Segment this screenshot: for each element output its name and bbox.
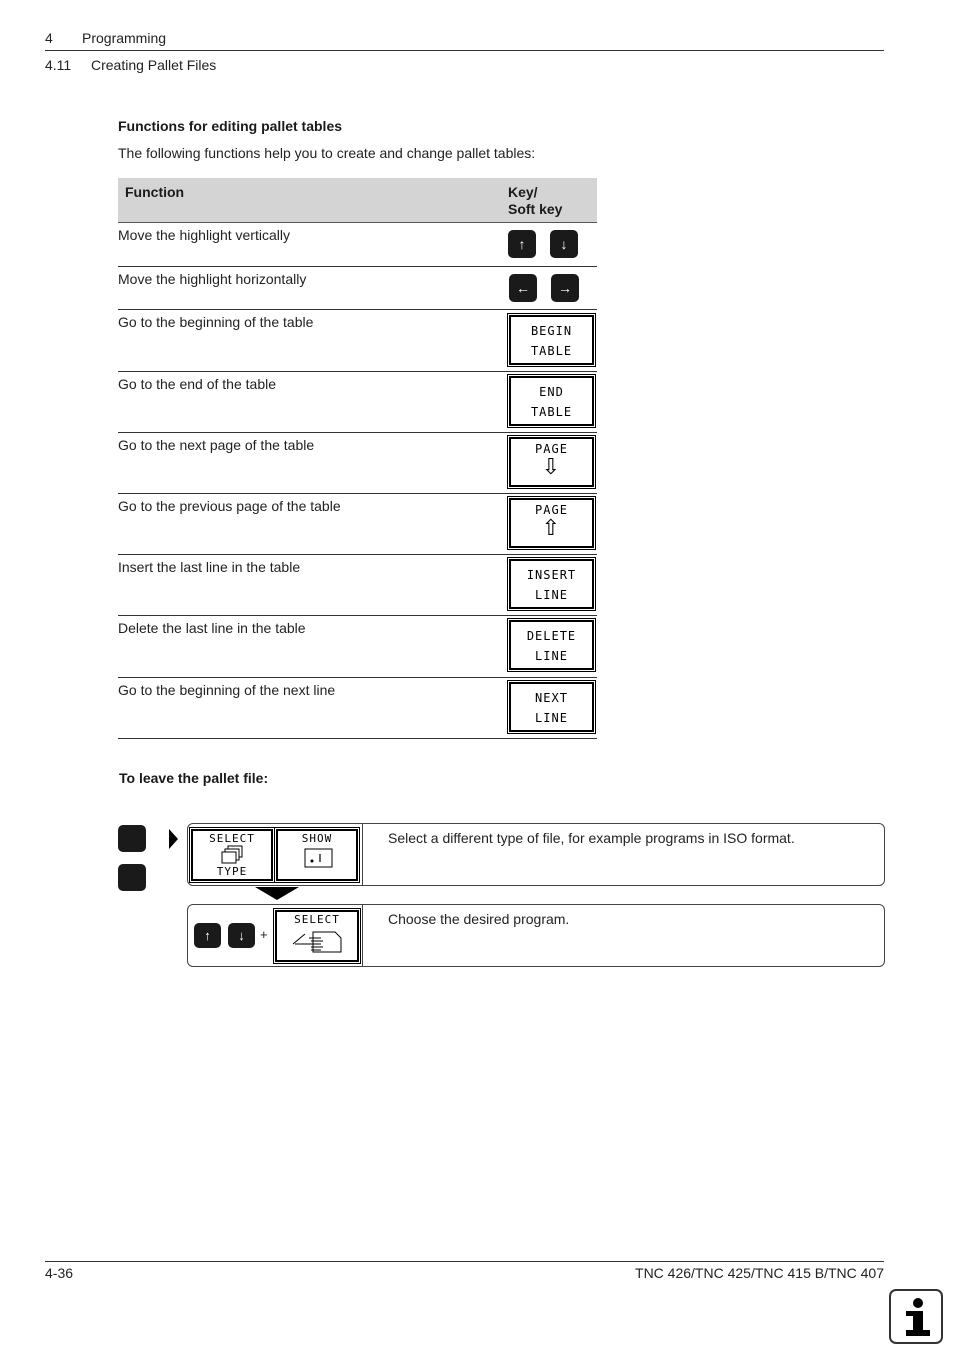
softkey-label-line1: PAGE [535, 442, 568, 456]
box-divider [362, 905, 363, 966]
step1-description: Select a different type of file, for example programs in ISO format. [388, 830, 795, 846]
step-select-type [187, 823, 885, 886]
softkey-label-line1: DELETE [526, 629, 577, 643]
file-show-icon [303, 847, 335, 869]
arrow-right-icon: → [551, 274, 579, 302]
page-up-arrow-icon: ⇧ [541, 516, 562, 541]
mode-key-icon [118, 864, 146, 891]
function-text: Go to the next page of the table [118, 437, 315, 453]
table-row [118, 433, 597, 494]
plus-sign: + [260, 927, 268, 942]
softkey-label-line1: NEXT [535, 691, 568, 705]
softkey-label-line2: LINE [535, 711, 568, 725]
table-row [118, 267, 597, 310]
arrow-down-icon: ↓ [228, 923, 255, 948]
softkey-label-line1: BEGIN [530, 324, 573, 338]
info-icon [889, 1289, 943, 1344]
section-heading: Functions for editing pallet tables [118, 118, 343, 134]
section-number: 4.11 [45, 57, 72, 73]
table-row [118, 372, 597, 433]
step-choose-program [187, 904, 885, 967]
arrow-up-icon: ↑ [194, 923, 221, 948]
softkey-label-line1: END [539, 385, 564, 399]
softkey-label-line1: SELECT [209, 832, 255, 845]
softkey-label-line2: TABLE [530, 405, 573, 419]
end-table-softkey[interactable] [509, 376, 594, 426]
function-text: Go to the end of the table [118, 376, 277, 392]
function-text: Delete the last line in the table [118, 620, 306, 636]
footer-rule [45, 1261, 884, 1262]
table-row [118, 310, 597, 372]
function-text: Go to the beginning of the next line [118, 682, 336, 698]
leave-heading: To leave the pallet file: [119, 770, 269, 786]
softkey-label-line2: LINE [535, 649, 568, 663]
header-rule [45, 50, 884, 51]
col-key-header-line1: Key/ [508, 184, 538, 200]
delete-line-softkey[interactable] [509, 620, 594, 670]
chapter-number: 4 [45, 30, 53, 46]
select-softkey[interactable] [275, 910, 359, 962]
intro-text: The following functions help you to create and change pallet tables: [118, 145, 536, 161]
softkey-label-line1: INSERT [526, 568, 577, 582]
softkey-label: SHOW [301, 832, 333, 845]
hand-pointer-file-icon [291, 928, 347, 954]
page-up-softkey[interactable] [509, 498, 594, 548]
table-row [118, 494, 597, 555]
function-text: Go to the beginning of the table [118, 314, 314, 330]
box-divider [362, 824, 363, 885]
function-text: Move the highlight vertically [118, 227, 290, 243]
table-header [118, 178, 597, 223]
col-function-header: Function [125, 184, 185, 200]
file-stack-icon [219, 845, 249, 865]
softkey-label: SELECT [294, 913, 340, 926]
function-text: Go to the previous page of the table [118, 498, 341, 514]
mode-key-icon [118, 825, 146, 852]
table-row [118, 616, 597, 678]
softkey-label-line2: LINE [535, 588, 568, 602]
softkey-label-line1: PAGE [535, 503, 568, 517]
pointer-right-icon [169, 829, 178, 849]
page-down-softkey[interactable] [509, 437, 594, 487]
begin-table-softkey[interactable] [509, 315, 594, 365]
col-key-header-line2: Soft key [508, 201, 563, 217]
arrow-up-icon: ↑ [508, 230, 536, 258]
chapter-title: Programming [82, 30, 167, 46]
function-text: Move the highlight horizontally [118, 271, 307, 287]
next-line-softkey[interactable] [509, 682, 594, 732]
table-row [118, 678, 597, 739]
softkey-label-line2: TABLE [530, 344, 573, 358]
page-number: 4-36 [45, 1265, 74, 1281]
table-row [118, 555, 597, 616]
show-softkey[interactable] [276, 829, 358, 881]
step2-description: Choose the desired program. [388, 911, 570, 927]
arrow-left-icon: ← [509, 274, 537, 302]
select-type-softkey[interactable] [191, 829, 273, 881]
function-text: Insert the last line in the table [118, 559, 301, 575]
page-down-arrow-icon: ⇩ [541, 455, 562, 480]
table-row [118, 223, 597, 267]
softkey-label-line2: TYPE [216, 865, 248, 878]
footer-models: TNC 426/TNC 425/TNC 415 B/TNC 407 [635, 1265, 884, 1281]
arrow-down-icon: ↓ [550, 230, 578, 258]
section-title: Creating Pallet Files [91, 57, 217, 73]
insert-line-softkey[interactable] [509, 559, 594, 609]
pointer-down-icon [255, 887, 299, 900]
